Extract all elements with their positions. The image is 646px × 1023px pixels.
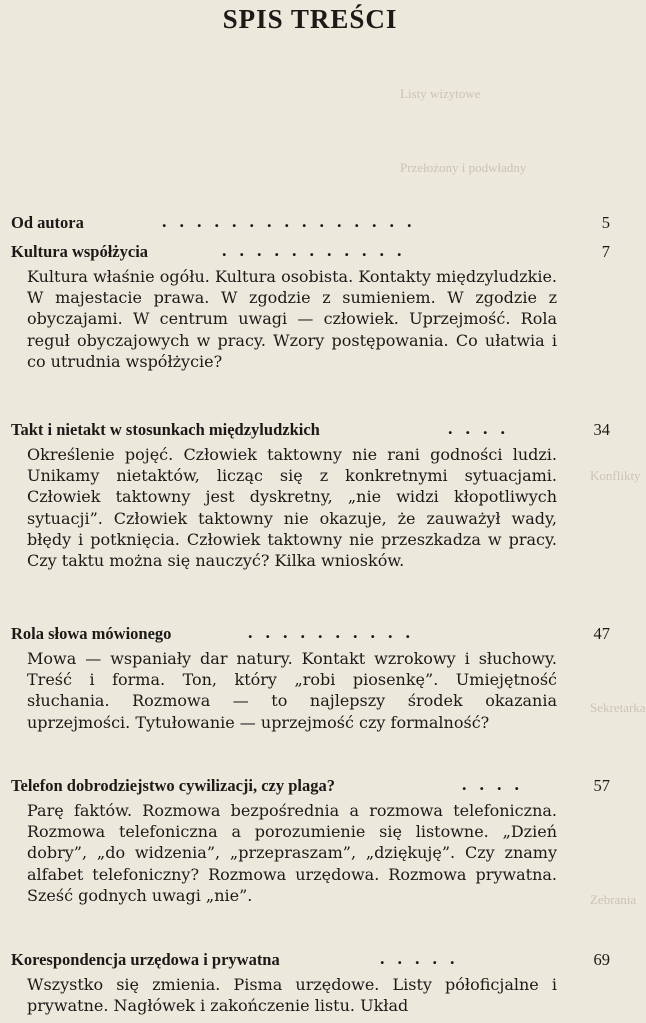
page-title: SPIS TREŚCI — [222, 4, 398, 34]
toc-page-number: 57 — [593, 776, 610, 795]
toc-page-number: 34 — [593, 420, 610, 439]
dot-leader: .......... — [248, 622, 423, 642]
toc-heading: Telefon dobrodziejstwo cywilizacji, czy plaga? — [11, 776, 336, 795]
toc-heading: Od autora — [11, 213, 84, 232]
toc-page-number: 47 — [593, 624, 610, 643]
toc-heading-row — [0, 213, 620, 237]
toc-heading-row — [0, 242, 620, 266]
toc-description: Kultura właśnie ogółu. Kultura osobista. Kontakty międzyludzkie. W majestacie prawa. W zgodzie z sumieniem. W zgodzie z obyczajami. W centrum uwagi — człowiek. Uprzejmość. Rola reguł obyczajowych w pracy. Wzory postępowania. Co ułatwia i co utrudnia współżycie? — [27, 267, 557, 371]
toc-heading-row — [0, 950, 620, 974]
dot-leader: ........... — [222, 240, 415, 260]
toc-entry — [0, 950, 620, 1016]
toc-heading-row — [0, 776, 620, 800]
bleed-through-text: Sekretarka — [590, 700, 646, 715]
toc-heading: Rola słowa mówionego — [11, 624, 172, 643]
dot-leader: .... — [448, 418, 518, 438]
toc-description: Parę faktów. Rozmowa bezpośrednia a rozmowa telefoniczna. Rozmowa telefoniczna a porozumienie się listowne. „Dzień dobry”, „do widzenia”, „przepraszam”, „dziękuję”. Czy znamy alfabet telefoniczny? Rozmowa urzędowa. Rozmowa prywatna. Sześć godnych uwagi „nie”. — [27, 801, 557, 905]
dot-leader: ..... — [380, 948, 468, 968]
toc-page-number: 5 — [601, 213, 610, 232]
bleed-through-text: Listy wizytowe — [400, 86, 481, 101]
bleed-through-text: Przełożony i podwładny — [400, 160, 527, 175]
toc-page-number: 69 — [593, 950, 610, 969]
toc-heading: Takt i nietakt w stosunkach międzyludzkich — [11, 420, 320, 439]
toc-heading-row — [0, 420, 620, 444]
toc-heading: Kultura współżycia — [11, 242, 149, 261]
toc-entry — [0, 624, 620, 733]
toc-heading-row — [0, 624, 620, 648]
dot-leader: ............... — [162, 211, 425, 231]
toc-description: Mowa — wspaniały dar natury. Kontakt wzrokowy i słuchowy. Treść i forma. Ton, który „robi piosenkę”. Umiejętność słuchania. Rozmowa — to najlepszy środek okazania uprzejmości. Tytułowanie — uprzejmość czy formalność? — [27, 649, 557, 732]
toc-page-number: 7 — [601, 242, 610, 261]
toc-description: Wszystko się zmienia. Pisma urzędowe. Listy półoficjalne i prywatne. Nagłówek i zakończenie listu. Układ — [27, 975, 557, 1016]
toc-entry — [0, 242, 620, 372]
toc-entry — [0, 213, 620, 237]
bleed-through-text: Zebrania — [590, 892, 637, 907]
bleed-through-text: Konflikty — [590, 468, 641, 483]
toc-heading: Korespondencja urzędowa i prywatna — [11, 950, 280, 969]
toc-description: Określenie pojęć. Człowiek taktowny nie rani godności ludzi. Unikamy nietaktów, licząc się z konkretnymi sytuacjami. Człowiek taktowny jest dyskretny, „nie widzi kłopotliwych sytuacji”. Człowiek taktowny nie okazuje, że zauważył wady, błędy i potknięcia. Człowiek taktowny nie przeszkadza w pracy. Czy taktu można się nauczyć? Kilka wniosków. — [27, 445, 557, 571]
toc-entry — [0, 420, 620, 571]
toc-entry — [0, 776, 620, 906]
dot-leader: .... — [462, 774, 532, 794]
